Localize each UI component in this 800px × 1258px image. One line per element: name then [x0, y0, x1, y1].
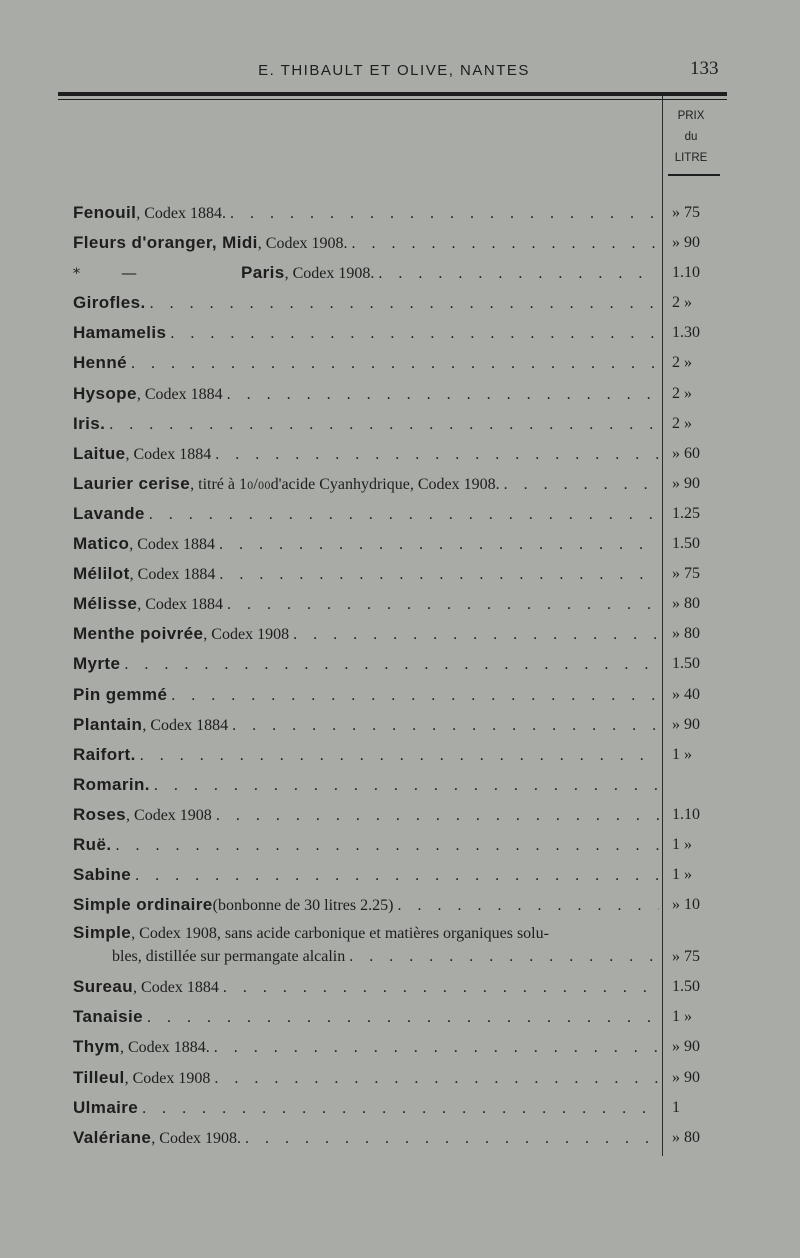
product-detail: , titré à 1	[190, 475, 247, 493]
product-name: Raifort.	[73, 744, 136, 764]
product-price: » 40	[672, 685, 700, 703]
table-row	[0, 619, 800, 649]
product-detail: , Codex 1884	[142, 716, 229, 734]
page-header-title: E. THIBAULT ET OLIVE, NANTES	[258, 62, 530, 79]
product-name: Simple ordinaire	[73, 895, 213, 915]
product-detail: , Codex 1908.	[257, 235, 348, 253]
product-price: 1.10	[672, 805, 700, 823]
product-name: Sureau	[73, 977, 134, 997]
product-detail-line-2: bles, distillée sur permangate alcalin	[112, 948, 346, 966]
table-row	[0, 499, 800, 529]
product-name: Thym	[73, 1037, 120, 1057]
table-row	[0, 920, 800, 972]
product-name: Mélisse	[73, 594, 138, 614]
product-price: 2 »	[672, 414, 692, 432]
product-detail-continued: d'acide Cyanhydrique, Codex 1908.	[270, 475, 500, 493]
product-name: Henné	[73, 353, 127, 373]
product-price: » 75	[672, 204, 700, 221]
header-rule-thick	[58, 92, 727, 96]
product-name: Girofles.	[73, 293, 146, 313]
product-name: Myrte	[73, 654, 121, 674]
product-name: Laitue	[73, 443, 126, 463]
product-price: » 10	[672, 896, 700, 914]
product-name: Pin gemmé	[73, 684, 168, 704]
header-rule-thin	[58, 99, 727, 100]
product-name: Matico	[73, 534, 130, 554]
product-detail: , Codex 1908	[124, 1069, 211, 1087]
per-mille-slash: /	[253, 475, 258, 493]
product-price: 1 »	[672, 745, 692, 763]
product-price: » 90	[672, 234, 700, 252]
table-row	[0, 439, 800, 469]
product-detail: , Codex 1908.	[151, 1129, 242, 1147]
product-name: Lavande	[73, 503, 145, 523]
product-name: Menthe poivrée	[73, 624, 204, 644]
product-name: Iris.	[73, 413, 106, 433]
product-price: 1.50	[672, 655, 700, 673]
table-row	[0, 1032, 800, 1062]
price-header-line-1: PRIX	[677, 110, 705, 122]
product-detail: , Codex 1908	[126, 806, 212, 824]
product-price: 2 »	[672, 294, 692, 312]
product-price: 1.50	[672, 535, 700, 553]
table-row	[0, 1093, 800, 1123]
product-price: 2 »	[672, 384, 692, 402]
table-row	[0, 1002, 800, 1032]
product-detail: , Codex 1908.	[284, 265, 375, 283]
table-row	[0, 680, 800, 710]
product-name: Tanaisie	[73, 1007, 143, 1027]
product-price: » 80	[672, 1128, 700, 1146]
product-price: 1.50	[672, 978, 700, 996]
product-name: Sabine	[73, 865, 132, 885]
price-header-rule	[668, 174, 720, 176]
product-name: Valériane	[73, 1127, 152, 1147]
product-price: 1.25	[672, 504, 700, 522]
product-name: Roses	[73, 804, 127, 824]
product-price: » 90	[672, 715, 700, 733]
product-price: 1 »	[672, 1008, 692, 1026]
product-detail: , Codex 1884	[137, 596, 224, 614]
product-detail: , Codex 1884	[133, 979, 219, 997]
product-name: Tilleul	[73, 1067, 125, 1087]
asterisk-mark: *	[73, 266, 80, 283]
product-price: 1.10	[672, 264, 700, 282]
product-price: » 90	[672, 1068, 700, 1086]
product-price: » 90	[672, 1038, 700, 1056]
product-name: Mélilot	[73, 564, 130, 584]
product-price: » 80	[672, 625, 700, 643]
product-detail: , Codex 1884	[129, 566, 216, 584]
table-row	[0, 198, 800, 228]
product-price: 1 »	[672, 866, 692, 884]
table-row	[0, 559, 800, 589]
table-row	[0, 1123, 800, 1153]
product-detail: , Codex 1884	[125, 445, 212, 463]
product-price: » 75	[672, 948, 700, 966]
table-row	[0, 348, 800, 378]
table-row	[0, 409, 800, 439]
product-price: » 75	[672, 565, 700, 583]
ditto-dash: —	[121, 263, 137, 283]
table-row	[0, 379, 800, 409]
table-row	[0, 288, 800, 318]
product-price: » 90	[672, 474, 700, 492]
table-row	[0, 318, 800, 348]
product-name: Simple	[73, 923, 132, 943]
product-name: Romarin.	[73, 774, 150, 794]
table-row	[0, 258, 800, 288]
product-name: Hysope	[73, 383, 137, 403]
product-detail: (bonbonne de 30 litres 2.25)	[212, 897, 394, 915]
table-row	[0, 710, 800, 740]
product-detail: , Codex 1884.	[136, 205, 227, 222]
table-row	[0, 830, 800, 860]
product-name: Ulmaire	[73, 1097, 139, 1117]
product-detail: , Codex 1884.	[119, 1039, 210, 1057]
price-list	[0, 198, 800, 1153]
product-price: » 80	[672, 595, 700, 613]
product-detail: , Codex 1908	[203, 626, 290, 644]
product-detail: , Codex 1908, sans acide carbonique et matières organiques solu-	[131, 925, 549, 943]
product-name: Ruë.	[73, 834, 112, 854]
table-row	[0, 649, 800, 679]
page-number: 133	[690, 58, 719, 79]
price-header-line-2: du	[684, 131, 698, 143]
table-row: Laurier cerise , titré à 1 0 / 00 d'acide Cyanhydrique, Codex 1908. . . . » 90	[0, 469, 800, 499]
table-row	[0, 972, 800, 1002]
table-row	[0, 228, 800, 258]
product-price: » 60	[672, 444, 700, 462]
table-row	[0, 800, 800, 830]
table-row	[0, 529, 800, 559]
table-row	[0, 890, 800, 920]
product-name: Plantain	[73, 714, 143, 734]
product-price: 1.30	[672, 324, 700, 342]
price-header-line-3: LITRE	[674, 152, 708, 164]
table-row	[0, 740, 800, 770]
product-detail: , Codex 1884	[136, 385, 223, 403]
table-row	[0, 1063, 800, 1093]
table-row	[0, 860, 800, 890]
table-row	[0, 589, 800, 619]
product-price: 2 »	[672, 354, 692, 372]
table-row	[0, 770, 800, 800]
product-price: 1	[672, 1098, 680, 1116]
product-detail: , Codex 1884	[129, 536, 216, 554]
product-name: Paris	[241, 263, 285, 283]
product-name: Fleurs d'oranger, Midi	[73, 233, 258, 253]
product-name: Hamamelis	[73, 323, 167, 343]
product-name: Laurier cerise	[73, 473, 191, 493]
price-column-header	[664, 106, 718, 169]
product-price: 1 »	[672, 835, 692, 853]
product-name: Fenouil	[73, 203, 137, 222]
